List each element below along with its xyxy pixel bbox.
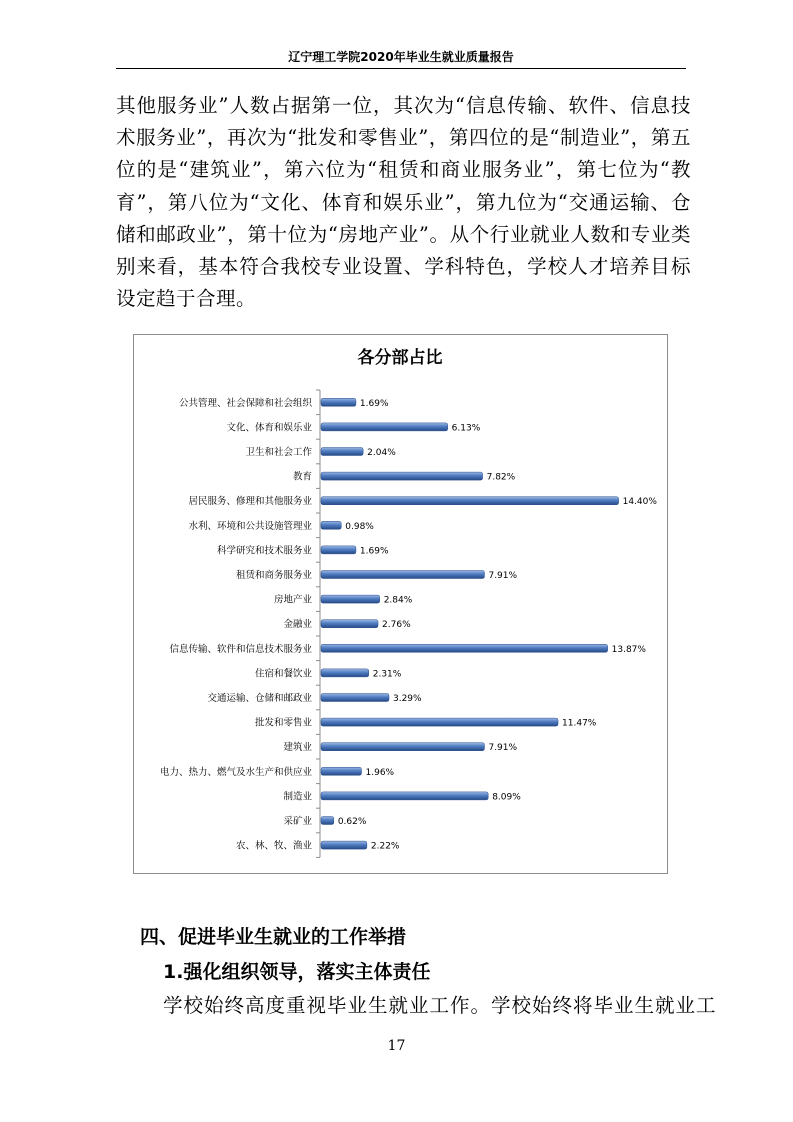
bar xyxy=(321,595,380,603)
value-label: 14.40% xyxy=(622,497,657,508)
bar xyxy=(321,743,484,751)
section-subheading: 1.强化组织领导，落实主体责任 xyxy=(163,961,431,983)
header-rule xyxy=(116,68,686,69)
category-label: 租赁和商务服务业 xyxy=(235,570,312,581)
bar xyxy=(321,620,378,628)
category-label: 房地产业 xyxy=(273,594,312,606)
value-label: 1.69% xyxy=(359,546,389,557)
category-label: 电力、热力、燃气及水生产和供应业 xyxy=(159,766,312,778)
bar xyxy=(321,423,448,431)
bar xyxy=(321,694,389,702)
bar xyxy=(321,767,362,775)
value-label: 11.47% xyxy=(562,718,597,729)
value-label: 2.31% xyxy=(372,669,402,680)
section-body: 学校始终高度重视毕业生就业工作。学校始终将毕业生就业工 xyxy=(163,994,717,1017)
value-label: 2.84% xyxy=(383,595,413,606)
value-label: 13.87% xyxy=(611,644,646,655)
category-label: 住宿和餐饮业 xyxy=(254,668,312,680)
value-label: 1.96% xyxy=(365,767,395,778)
bar xyxy=(321,841,367,849)
sector-share-chart xyxy=(133,334,668,874)
value-label: 7.91% xyxy=(488,743,518,754)
category-label: 采矿业 xyxy=(283,816,312,827)
category-label: 教育 xyxy=(292,471,312,483)
bar xyxy=(321,644,608,652)
value-label: 2.04% xyxy=(367,448,396,458)
category-label: 交通运输、仓储和邮政业 xyxy=(207,693,312,704)
bar xyxy=(321,497,619,505)
value-label: 3.29% xyxy=(392,694,422,704)
page-header: 辽宁理工学院2020年毕业生就业质量报告 xyxy=(288,50,514,64)
bar xyxy=(321,792,488,800)
category-label: 公共管理、社会保障和社会组织 xyxy=(178,397,312,409)
category-label: 金融业 xyxy=(283,619,312,631)
value-label: 2.76% xyxy=(382,620,411,631)
category-label: 建筑业 xyxy=(283,742,312,754)
category-label: 农、林、牧、渔业 xyxy=(235,840,312,852)
value-label: 1.69% xyxy=(359,398,389,409)
category-label: 居民服务、修理和其他服务业 xyxy=(188,496,312,508)
page-number: 17 xyxy=(387,1038,406,1054)
bar xyxy=(321,472,483,480)
bar xyxy=(321,448,363,456)
bar-chart-svg xyxy=(134,335,667,873)
value-label: 7.82% xyxy=(486,472,516,483)
category-label: 信息传输、软件和信息技术服务业 xyxy=(169,643,312,655)
chart-title: 各分部占比 xyxy=(357,348,443,368)
category-label: 科学研究和技术服务业 xyxy=(216,545,312,557)
category-label: 制造业 xyxy=(283,791,312,803)
bar xyxy=(321,718,558,726)
bar xyxy=(321,521,341,529)
value-label: 0.98% xyxy=(345,521,374,532)
section-heading: 四、促进毕业生就业的工作举措 xyxy=(140,926,407,948)
value-label: 0.62% xyxy=(337,817,367,827)
value-label: 2.22% xyxy=(370,841,400,852)
bar xyxy=(321,817,334,825)
bar xyxy=(321,669,369,677)
value-label: 8.09% xyxy=(492,792,521,803)
value-label: 7.91% xyxy=(488,571,518,581)
category-label: 批发和零售业 xyxy=(254,717,312,729)
category-label: 水利、环境和公共设施管理业 xyxy=(188,520,312,532)
category-label: 文化、体育和娱乐业 xyxy=(226,422,312,434)
bar xyxy=(321,571,484,579)
bar xyxy=(321,398,356,406)
category-label: 卫生和社会工作 xyxy=(245,447,312,458)
intro-paragraph: 其他服务业”人数占据第一位，其次为“信息传输、软件、信息技术服务业”，再次为“批发和零售业”，第四位的是“制造业”，第五位的是“建筑业”，第六位为“租赁和商业服务业”，第七位为“教育”，第八位为“文化、体育和娱乐业”，第九位为“交通运输、仓储和邮政业”，第十位为“房地产业”。从个行业就业人数和专业类别来看，基本符合我校专业设置、学科特色，学校人才培养目标设定趋于合理。 xyxy=(116,94,691,311)
value-label: 6.13% xyxy=(451,423,481,434)
bar xyxy=(321,546,356,554)
